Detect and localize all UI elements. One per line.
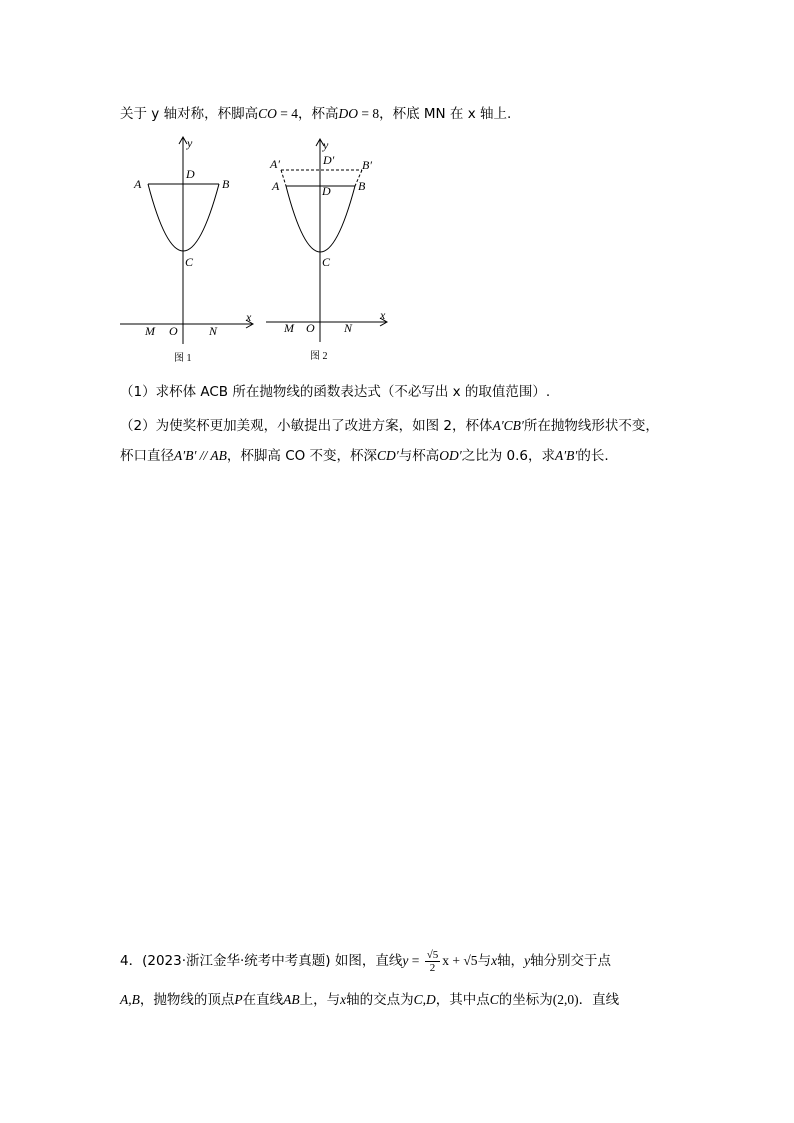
fig1-caption: 图 1 [174, 353, 192, 364]
fig2-label-m: M [284, 321, 294, 335]
fig2-label-n: N [344, 321, 353, 335]
question-4-line-2: A,B，抛物线的顶点P在直线AB上，与x轴的交点为C,D，其中点C的坐标为(2,0)．直线 [120, 992, 620, 1008]
figure-1 [120, 136, 253, 364]
fig2-caption: 图 2 [310, 351, 328, 362]
fig2-label-y: y [323, 138, 329, 152]
figure-2 [266, 138, 387, 362]
fig2-label-x: x [380, 308, 386, 322]
fig2-label-dprime: D′ [323, 153, 335, 167]
fig1-label-n: N [209, 324, 218, 338]
fig2-label-c: C [322, 255, 331, 269]
figures-diagram [0, 120, 794, 380]
question-2-line-2: 杯口直径A′B′ // AB，杯脚高 CO 不变，杯深CD′与杯高OD′之比为 0.6，求A′B′的长. [120, 448, 609, 464]
fig1-label-c: C [185, 255, 194, 269]
fig1-label-m: M [145, 324, 155, 338]
fig1-label-o: O [169, 324, 178, 338]
fig2-label-o: O [306, 321, 315, 335]
fig1-label-y: y [187, 136, 193, 150]
fig1-label-b: B [222, 177, 230, 191]
fig2-label-aprime: A′ [270, 157, 280, 171]
fig2-label-b: B [358, 179, 366, 193]
fig2-label-d: D [322, 184, 331, 198]
fig1-label-x: x [246, 310, 252, 324]
fig2-label-bprime: B′ [362, 158, 372, 172]
fig1-label-a: A [134, 177, 142, 191]
intro-line: 关于 y 轴对称，杯脚高CO = 4，杯高DO = 8，杯底 MN 在 x 轴上. [120, 106, 512, 122]
fig1-label-d: D [186, 167, 195, 181]
question-4-line-1: 4．(2023·浙江金华·统考中考真题) 如图，直线y = $\frac{√5}{2}$ x + √5与x轴，y轴分别交于点 [120, 948, 612, 974]
fig2-dashed-left [281, 170, 286, 186]
fig2-label-a: A [272, 179, 280, 193]
fraction-sqrt5-over-2: $\frac{√5}{2}$ [426, 948, 439, 974]
question-2-line-1: （2）为使奖杯更加美观，小敏提出了改进方案，如图 2，杯体A′CB′所在抛物线形状不变， [120, 418, 659, 434]
question-1: （1）求杯体 ACB 所在抛物线的函数表达式（不必写出 x 的取值范围）. [120, 384, 551, 400]
